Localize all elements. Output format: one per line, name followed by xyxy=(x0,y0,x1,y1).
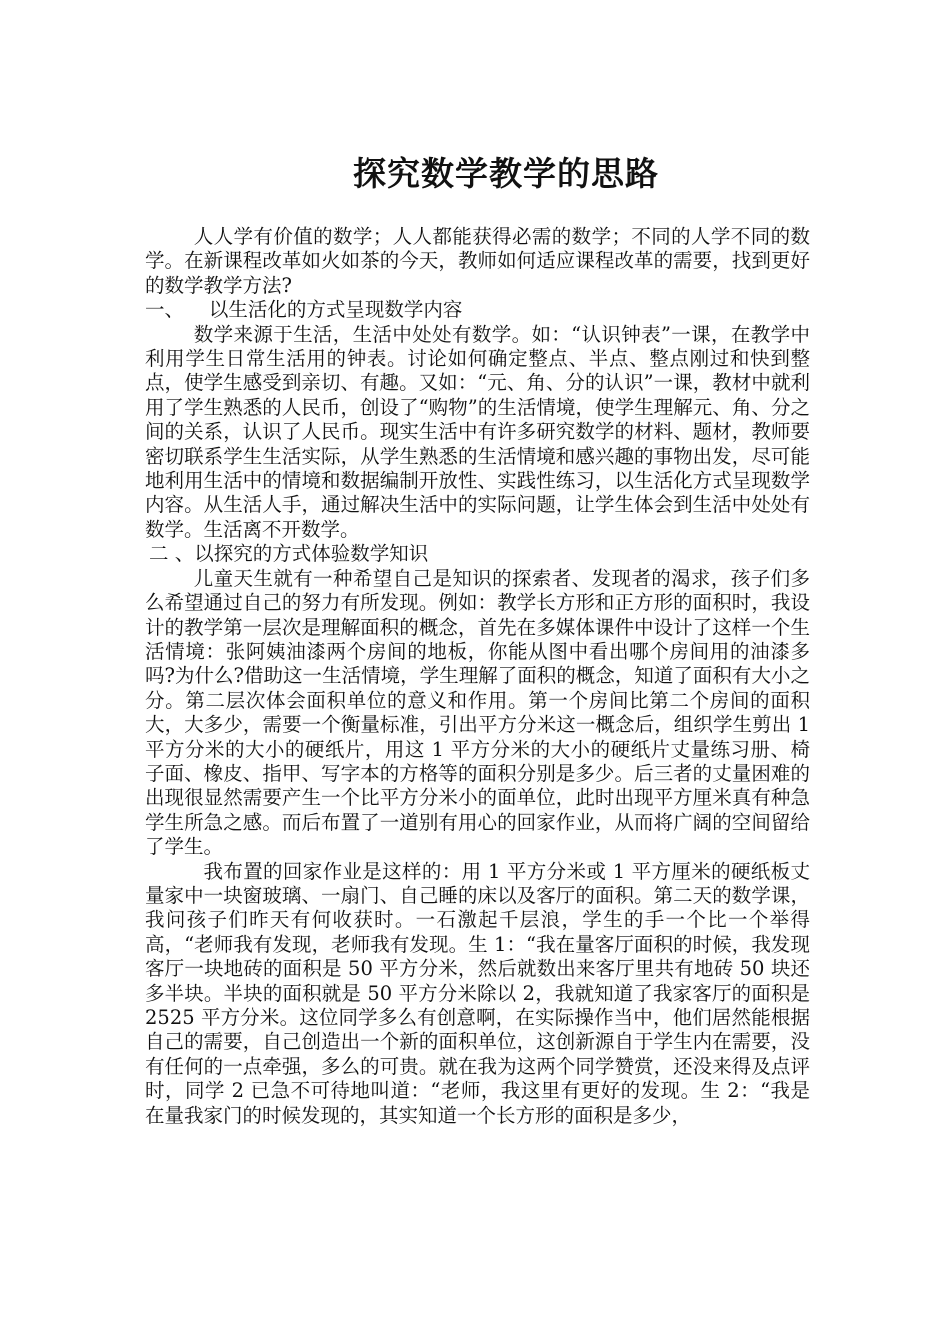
section-2-paragraph-1: 儿童天生就有一种希望自己是知识的探索者、发现者的渴求，孩子们多么希望通过自己的努力有所发现。例如：教学长方形和正方形的面积时，我设计的教学第一层次是理解面积的概念，首先在多媒体课件中设计了这样一个生活情境：张阿姨油漆两个房间的地板，你能从图中看出哪个房间用的油漆多吗?为什么?借助这一生活情境，学生理解了面积的概念，知道了面积有大小之分。第二层次体会面积单位的意义和作用。第一个房间比第二个房间的面积大，大多少，需要一个衡量标准，引出平方分米这一概念后，组织学生剪出 1 平方分米的大小的硬纸片，用这 1 平方分米的大小的硬纸片丈量练习册、椅子面、橡皮、指甲、写字本的方格等的面积分别是多少。后三者的丈量困难的出现很显然需要产生一个比平方分米小的面单位，此时出现平方厘米真有种急学生所急之感。而后布置了一道别有用心的回家作业，从而将广阔的空间留给了学生。 xyxy=(145,566,810,859)
section-1-paragraph: 数学来源于生活，生活中处处有数学。如：“认识钟表”一课，在教学中利用学生日常生活用的钟表。讨论如何确定整点、半点、整点刚过和快到整点，使学生感受到亲切、有趣。又如：“元、角、分的认识”一课，教材中就利用了学生熟悉的人民币，创设了“购物”的生活情境，使学生理解元、角、分之间的关系，认识了人民币。现实生活中有许多研究数学的材料、题材，教师要密切联系学生生活实际，从学生熟悉的生活情境和感兴趣的事物出发，尽可能地利用生活中的情境和数据编制开放性、实践性练习，以生活化方式呈现数学内容。从生活人手，通过解决生活中的实际问题，让学生体会到生活中处处有数学。生活离不开数学。 xyxy=(145,322,810,541)
section-2-paragraph-2: 我布置的回家作业是这样的：用 1 平方分米或 1 平方厘米的硬纸板丈量家中一块窗玻璃、一扇门、自己睡的床以及客厅的面积。第二天的数学课，我问孩子们昨天有何收获时。一石激起千层浪，学生的手一个比一个举得高，“老师我有发现，老师我有发现。生 1：“我在量客厅面积的时候，我发现客厅一块地砖的面积是 50 平方分米，然后就数出来客厅里共有地砖 50 块还多半块。半块的面积就是 50 平方分米除以 2，我就知道了我家客厅的面积是 2525 平方分米。这位同学多么有创意啊，在实际操作当中，他们居然能根据自己的需要，自己创造出一个新的面积单位，这创新源自于学生内在需要，没有任何的一点牵强，多么的可贵。就在我为这两个同学赞赏，还没来得及点评时，同学 2 已急不可待地叫道：“老师，我这里有更好的发现。生 2：“我是在量我家门的时候发现的，其实知道一个长方形的面积是多少， xyxy=(145,859,810,1127)
section-2-heading: 二 、以探究的方式体验数学知识 xyxy=(149,542,429,566)
document-body xyxy=(145,225,810,1128)
section-1-heading xyxy=(145,298,810,322)
section-1-number: 一、 xyxy=(145,298,185,322)
document-title: 探究数学教学的思路 xyxy=(353,154,659,193)
section-1-heading-text: 以生活化的方式呈现数学内容 xyxy=(208,298,463,322)
intro-paragraph: 人人学有价值的数学；人人都能获得必需的数学；不同的人学不同的数学。在新课程改革如火如茶的今天，教师如何适应课程改革的需要，找到更好的数学教学方法? xyxy=(145,225,810,297)
